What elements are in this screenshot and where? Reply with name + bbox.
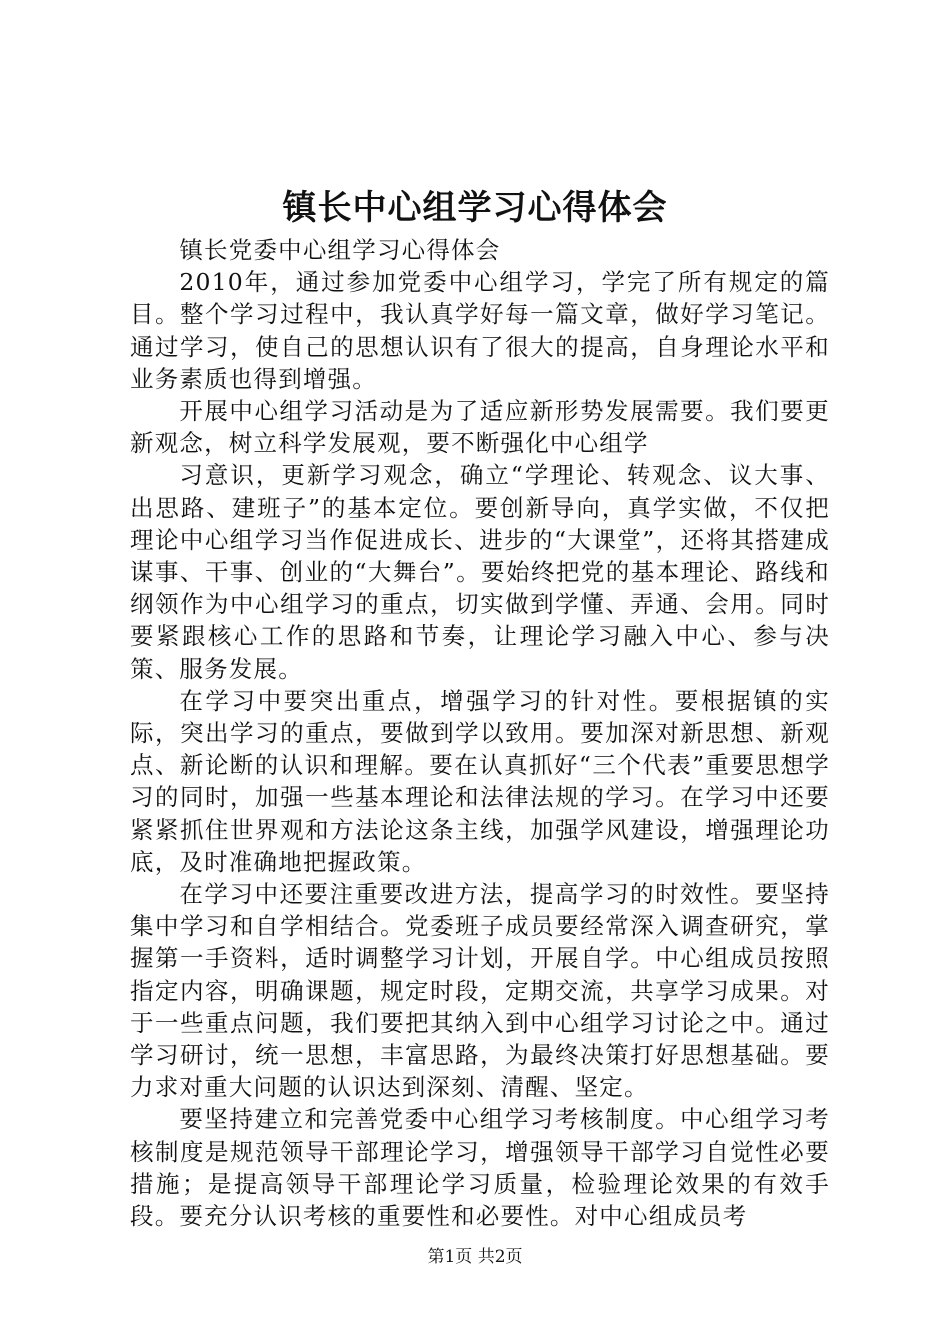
paragraph-subtitle: 镇长党委中心组学习心得体会 xyxy=(179,236,501,264)
paragraph-4: 在学习中要突出重点，增强学习的针对性。要根据镇的实际，突出学习的重点，要做到学以致用。要加深对新思想、新观点、新论断的认识和理解。要在认真抓好“三个代表”重要思想学习的同时，加强一些基本理论和法律法规的学习。在学习中还要紧紧抓住世界观和方法论这条主线，加强学风建设，增强理论功底，及时准确地把握政策。 xyxy=(130,686,830,876)
document-title: 镇长中心组学习心得体会 xyxy=(282,188,668,228)
paragraph-1: 2010年，通过参加党委中心组学习，学完了所有规定的篇目。整个学习过程中，我认真学好每一篇文章，做好学习笔记。通过学习，使自己的思想认识有了很大的提高，自身理论水平和业务素质也得到增强。 xyxy=(130,268,830,393)
paragraph-6: 要坚持建立和完善党委中心组学习考核制度。中心组学习考核制度是规范领导干部理论学习，增强领导干部学习自觉性必要措施；是提高领导干部理论学习质量，检验理论效果的有效手段。要充分认识考核的重要性和必要性。对中心组成员考 xyxy=(130,1105,830,1231)
paragraph-2: 开展中心组学习活动是为了适应新形势发展需要。我们要更新观念，树立科学发展观，要不断强化中心组学 xyxy=(130,397,830,458)
document-body xyxy=(130,234,830,1232)
paragraph-5: 在学习中还要注重要改进方法，提高学习的时效性。要坚持集中学习和自学相结合。党委班子成员要经常深入调查研究，掌握第一手资料，适时调整学习计划，开展自学。中心组成员按照指定内容，明确课题，规定时段，定期交流，共享学习成果。对于一些重点问题，我们要把其纳入到中心组学习讨论之中。通过学习研讨，统一思想，丰富思路，为最终决策打好思想基础。要力求对重大问题的认识达到深刻、清醒、坚定。 xyxy=(130,880,830,1102)
page-number-footer: 第1页 共2页 xyxy=(427,1247,523,1267)
paragraph-3: 习意识，更新学习观念，确立“学理论、转观念、议大事、出思路、建班子”的基本定位。要创新导向，真学实做，不仅把理论中心组学习当作促进成长、进步的“大课堂”，还将其搭建成谋事、干事、创业的“大舞台”。要始终把党的基本理论、路线和纲领作为中心组学习的重点，切实做到学懂、弄通、会用。同时要紧跟核心工作的思路和节奏，让理论学习融入中心、参与决策、服务发展。 xyxy=(130,461,830,683)
